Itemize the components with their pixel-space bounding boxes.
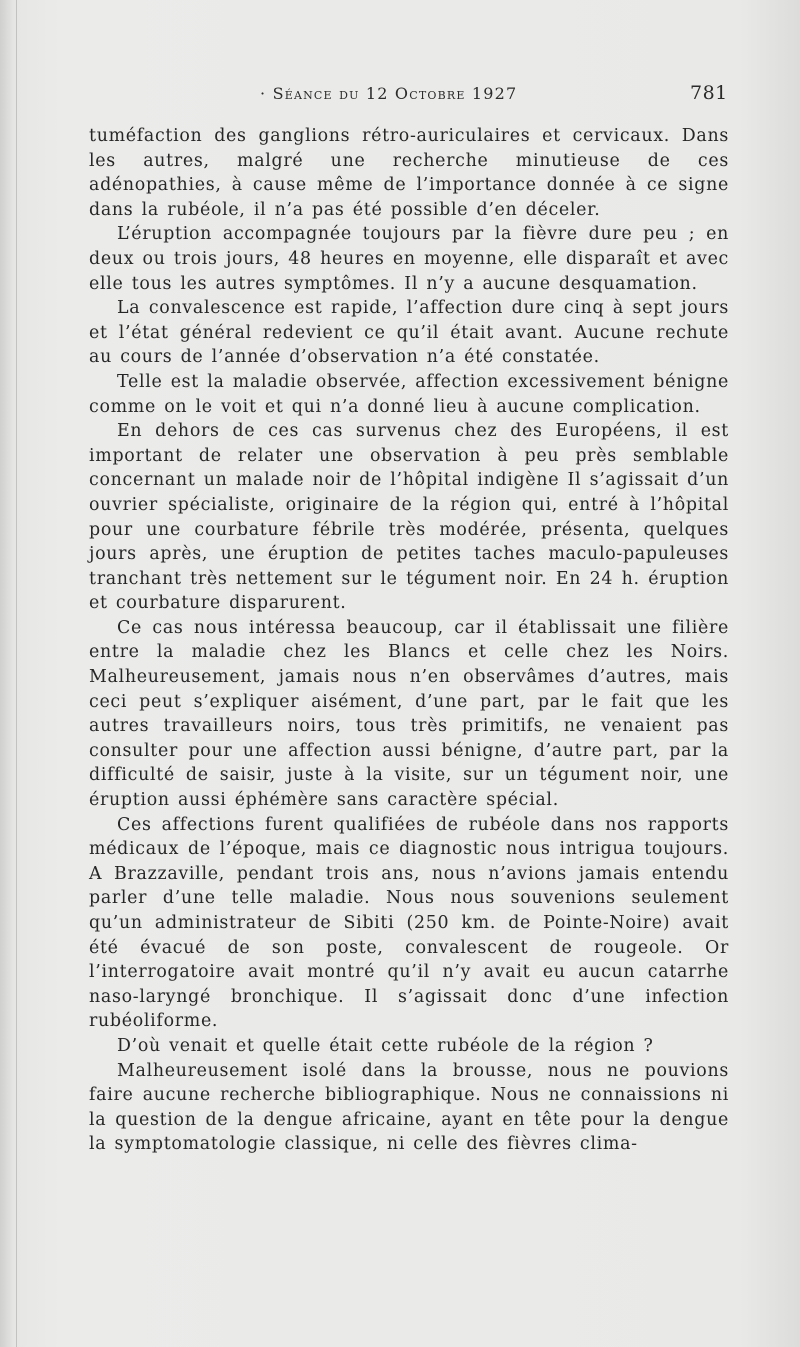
paragraph: D’où venait et quelle était cette rubéole de la région ? (117, 1035, 654, 1056)
page-gutter-edge (16, 0, 17, 1347)
paragraph: tuméfaction des ganglions rétro-auriculaires et cervicaux. Dans les autres, malgré une recherche minutieuse de ces adénopathies, à cause même de l’importance donnée à ce signe dans la rubéole, il n’a pas été possible d’en déceler. (89, 126, 729, 220)
paragraph: Telle est la maladie observée, affection excessivement bénigne comme on le voit et qui n’a donné lieu à aucune complication. (89, 371, 729, 417)
paragraph: La convalescence est rapide, l’affection dure cinq à sept jours et l’état général redevient ce qu’il était avant. Aucune rechute au cours de l’année d’observation n’a été constatée. (89, 298, 729, 368)
paragraph: Ce cas nous intéressa beaucoup, car il établissait une filière entre la maladie chez les Blancs et celle chez les Noirs. Malheureusement, jamais nous n’en observâmes d’autres, mais ceci peut s’expliquer aisément, d’une part, par le fait que les autres travailleurs noirs, tous très primitifs, ne venaient pas consulter pour une affection aussi bénigne, d’autre part, par la difficulté de saisir, juste à la visite, sur un tégument noir, une éruption aussi éphémère sans caractère spécial. (89, 617, 729, 811)
paragraph: En dehors de ces cas survenus chez des Européens, il est important de relater une observation à peu près semblable concernant un malade noir de l’hôpital indigène Il s’agissait d’un ouvrier spécialiste, originaire de la région qui, entré à l’hôpital pour une courbature fébrile très modérée, présenta, quelques jours après, une éruption de petites taches maculo-papuleuses tranchant très nettement sur le tégument noir. En 24 h. éruption et courbature disparurent. (89, 421, 729, 614)
paragraph: Ces affections furent qualifiées de rubéole dans nos rapports médicaux de l’époque, mais ce diagnostic nous intrigua toujours. A Brazzaville, pendant trois ans, nous n’avions jamais entendu parler d’une telle maladie. Nous nous souvenions seulement qu’un administrateur de Sibiti (250 km. de Pointe-Noire) avait été évacué de son poste, convalescent de rougeole. Or l’interrogatoire avait montré qu’il n’y avait eu aucun catarrhe naso-laryngé bronchique. Il s’agissait donc d’une infection rubéoliforme. (89, 814, 729, 1032)
running-head (0, 82, 800, 112)
page-number: 781 (690, 82, 728, 104)
paragraph: Malheureusement isolé dans la brousse, nous ne pouvions faire aucune recherche bibliographique. Nous ne connaissions ni la question de la dengue africaine, ayant en tête pour la dengue la symptomatologie classique, ni celle des fièvres clima- (89, 1060, 729, 1155)
body-text (89, 124, 729, 1157)
running-title: · Séance du 12 Octobre 1927 (260, 84, 518, 103)
paragraph: L’éruption accompagnée toujours par la fièvre dure peu ; en deux ou trois jours, 48 heures en moyenne, elle disparaît et avec elle tous les autres symptômes. Il n’y a aucune desquamation. (89, 224, 729, 294)
